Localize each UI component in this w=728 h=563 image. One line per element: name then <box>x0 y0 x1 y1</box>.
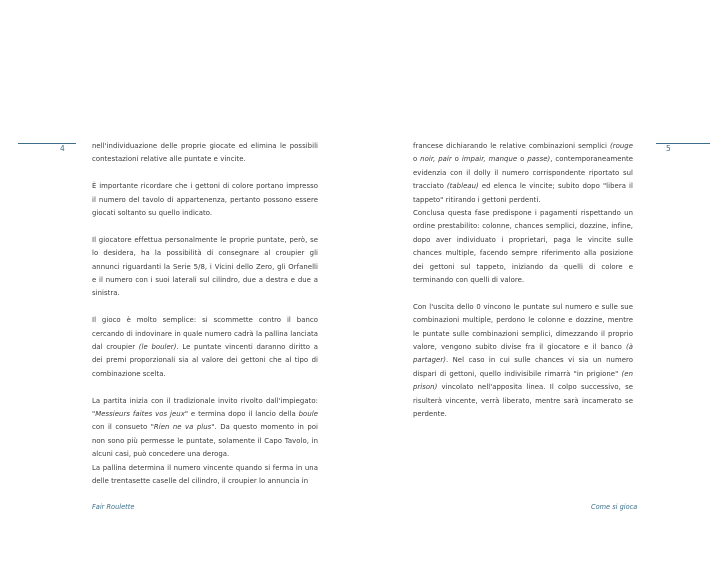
right-page-body <box>413 140 633 435</box>
italic-phrase: passe) <box>527 155 551 164</box>
right-page-number: 5 <box>666 144 671 153</box>
italic-phrase: (en prison) <box>413 369 633 392</box>
left-page-footer: Fair Roulette <box>92 503 135 511</box>
italic-phrase: "Messieurs faites vos jeux" <box>92 410 189 419</box>
text-run: ed elenca le vincite; subito dopo "libera il tappeto" ritirando i gettoni perdenti. <box>413 182 633 204</box>
paragraph <box>92 462 318 489</box>
text-run: francese dichiarando le relative combinazioni semplici <box>413 142 610 150</box>
text-run: vincolato nell'apposita linea. Il colpo successivo, se risulterà vincente, verrà liberato, mentre sarà incamerato se perdente. <box>413 383 633 419</box>
paragraph <box>92 180 318 220</box>
paragraph <box>413 301 633 422</box>
right-page-top-rule <box>656 143 710 144</box>
text-run: È importante ricordare che i gettoni di colore portano impresso il numero del tavolo di appartenenza, pertanto possono essere giocati soltanto su quello indicato. <box>92 182 318 218</box>
text-run: con il consueto <box>92 423 151 432</box>
left-page-body <box>92 140 318 489</box>
left-page-top-rule <box>18 143 76 144</box>
text-run: nell'individuazione delle proprie giocate ed elimina le possibili contestazioni relative alle puntate e vincite. <box>92 142 318 164</box>
italic-phrase: impair, manque <box>461 155 518 164</box>
text-run: . Da questo momento in poi non sono più permesse le puntate, solamente il Capo Tavolo, in alcuni casi, può concedere una deroga. <box>92 423 318 459</box>
italic-phrase: (à partager) <box>413 343 633 365</box>
text-run: Con l'uscita dello 0 vincono le puntate sul numero e sulle sue combinazioni multiple, perdono le colonne e dozzine, mentre le puntate sulle combinazioni semplici, dimezzando il proprio valore, vengono subito divise fra il giocatore e il banco <box>413 302 633 352</box>
italic-phrase: noir, pair <box>420 155 452 164</box>
right-page-footer: Come si gioca <box>591 503 638 511</box>
text-run: o <box>413 155 421 164</box>
italic-phrase: boule <box>298 410 318 419</box>
text-run: o <box>451 155 462 164</box>
italic-phrase: (rouge <box>609 142 633 150</box>
text-run: e termina dopo il lancio della <box>188 410 299 419</box>
text-run: La partita inizia con il tradizionale invito rivolto dall'impiegato: <box>92 396 318 405</box>
paragraph <box>92 314 318 381</box>
paragraph <box>92 395 318 462</box>
text-run: . Le puntate vincenti daranno diritto a dei premi proporzionali sia al valore dei gettoni che al tipo di combinazione scelta. <box>92 343 318 378</box>
paragraph <box>413 140 633 207</box>
text-run: , contemporaneamente evidenzia con il dolly il numero corrispondente riportato sul tracciato <box>413 155 634 191</box>
text-run: Il giocatore effettua personalmente le proprie puntate, però, se lo desidera, ha la possibilità di consegnare al croupier gli annunci riguardanti la Serie 5/8, i Vicini dello Zero, gli Orfanelli e il numero con i suoi laterali sul cilindro, due a destra e due a sinistra. <box>92 235 318 298</box>
italic-phrase: "Rien ne va plus" <box>150 423 215 432</box>
text-run: o <box>517 155 528 164</box>
italic-phrase: (tableau) <box>446 182 479 191</box>
paragraph <box>92 140 318 167</box>
text-run: Conclusa questa fase predispone i pagamenti rispettando un ordine prestabilito: colonne, chances semplici, dozzine, infine, dopo aver individuato i proprietari, paga le vincite sulle chances multiple, facendo sempre riferimento alla posizione dei gettoni sul tappeto, iniziando da quelli di colore e terminando con quelli di valore. <box>413 209 633 285</box>
paragraph <box>413 207 633 287</box>
text-run: Il gioco è molto semplice: si scommette contro il banco cercando di indovinare in quale numero cadrà la pallina lanciata dal croupier <box>92 316 318 352</box>
left-page-number: 4 <box>60 144 65 153</box>
italic-phrase: (le bouler) <box>138 343 177 352</box>
paragraph <box>92 234 318 301</box>
text-run: . Nel caso in cui sulle chances vi sia un numero dispari di gettoni, quello indivisibile rimarrà "in prigione" <box>413 356 633 378</box>
text-run: La pallina determina il numero vincente quando si ferma in una delle trentasette caselle del cilindro, il croupier lo annuncia in <box>92 463 318 486</box>
